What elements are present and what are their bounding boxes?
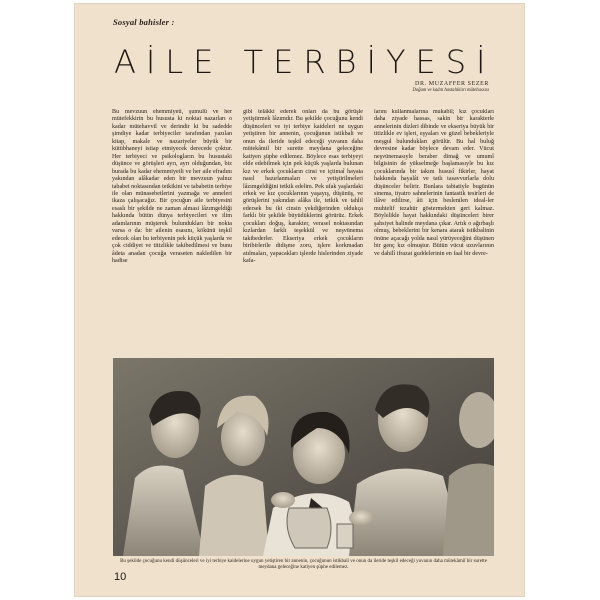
- author-name: DR. MUZAFFER SEZER: [415, 81, 489, 87]
- section-label: Sosyal bahisler :: [113, 17, 175, 27]
- photo-caption: Bu şekilde çocuğunu kendi düşünceleri ve iyi terbiye kaidelerine uygun yetiştiren bir annenin, çocuğunun istikbali ve onun da ileride teşkil edeceği yuvanın daha mütekâmil bir surette meydana geleceğine katiyen şüphe edilemez.: [120, 559, 487, 570]
- author-role: Doğum ve kadın hastalıkları mütehassısı: [412, 88, 489, 93]
- family-photo: [113, 358, 494, 556]
- page-number: 10: [114, 571, 127, 583]
- article-column-1: Bu mevzuun ehemmiyeti, şumulü ve her mütefekkirin bu hususta ki noktai nazarları o kadar mütehavvil ve derindir ki bu sadedde şimdiye kadar terbiyeciler tarafından yazılan kitap, makale ve nazariyeler büyük bir kütübhaneyi istiap etmiyecek derecede çoktur. Her terbiyeci ve psikologların bu husustaki düşünce ve görüşleri ayrı, ayrı olduğundan, biz burada bu kadar ehemmiyetli ve her aile efradını yakından alâkadar eden bir mevzuun yalnız tababet noktasından tetkikini ve tababetin terbiye ile olan münasebetlerini yazmağa ve anneleri ikaza çalışacağız. Bir çocuğun aile terbiyesini esaslı bir şekilde ne zaman almasi lâzımgeldiği hakkında bütün dünya terbiyecileri ve ilim adamlarının müşterek bulundukları bir nokta varsa o da: bir ailenin esasını, kökünü teşkil edecek olan bu terbiyenin pek küçük yaşlarda ve çok ciddiyet ve titizlikle takibedilmesi ve bunu âdeta anadan çocuğa veraseten nakledilen bir hadise: [112, 109, 232, 265]
- article-body: [112, 109, 494, 349]
- article-column-2: gibi telâkki ederek onları da bu görüşle yetiştirmek lâzımdır. Bu şekilde çocuğunu kendi düşünceleri ve iyi terbiye kaideleri ne uygun yetiştiren bir annenin, çocuğunun istikbali ve onun da ileride teşkil edeceği yuvanın daha mütekâmil bir surette meydana geleceğine katiyen şüphe edilemez. Böylece esas terbiyeyi elde edebilmek için pek küçük yaşlarda bulunan kız ve erkek çocukların cinsi ve içtimaî hayata nasıl hazırlanmaları ve yetiştirilmeleri lâzımgeldiğini tetkik edelim. Pek ufak yaşlardaki erkek ve kız çocuklarının yaşayış, düşünüş, ve görüşlerini yakından alâka ile, tetkik ve tahlil edersek bu iki cinsin yekdiğerinden oldukça farklı bir şekilde büyüdüklerini görürüz. Erkek çocukları doğuş, karakter, verasel noktasından kızlardan farklı teşekkül ve neşvünema takibederler. Ekseriya erkek çocukların biribirlerile didişme zoru, işlere korkmadan atılmaları, yapacakları işlerde hislerinden ziyade kafa-: [243, 109, 363, 265]
- magazine-page: [74, 3, 525, 597]
- author-block: [412, 81, 489, 93]
- article-column-3: larını kullanmalarına mukabil; kız çocukları daha ziyade hassas, sakin bir karakterle annelerinin dizleri dibinde ve ekseriya büyük bir titizlikle ev işleri, eşyaları ve güzel bebekleriyle meşgul bulundukları görülür. Bu hal buluğ devresine kadar böylece devam eder. Vücut neşvünemasıyle beraber dimağ ve umumî bilgisinin de yükselmeğe başlamasıyle bu kız çocuklarında bir takım hususî fikirler, hayat hakkında hayalât ve tatlı tasavvurlarla dolu düşünceler belirir. Bunlara tabiatiyle bugünün sinema, tiyatro sahnelerinin fantastik tesirleri de ilâve edilirse, âti için beslenilen ideal-ler muhtelif tezahür göstermekten geri kalmaz. Böylelikle hayat hakkındaki düşünceleri birer şahsiyet halinde meydana çıkar. Artık o ağırbaşlı olmuş, bebeklerini bir kenara atarak istikbalinin önüne açacağı yolda nasıl yürüyeceğini düşünen bir genç kız olmuştur. Bütün vücut uzuvlarının ve dahilî ifrazat guddelerinin en faal bir devre-: [374, 109, 494, 257]
- article-title: AİLE TERBİYESİ: [114, 43, 496, 81]
